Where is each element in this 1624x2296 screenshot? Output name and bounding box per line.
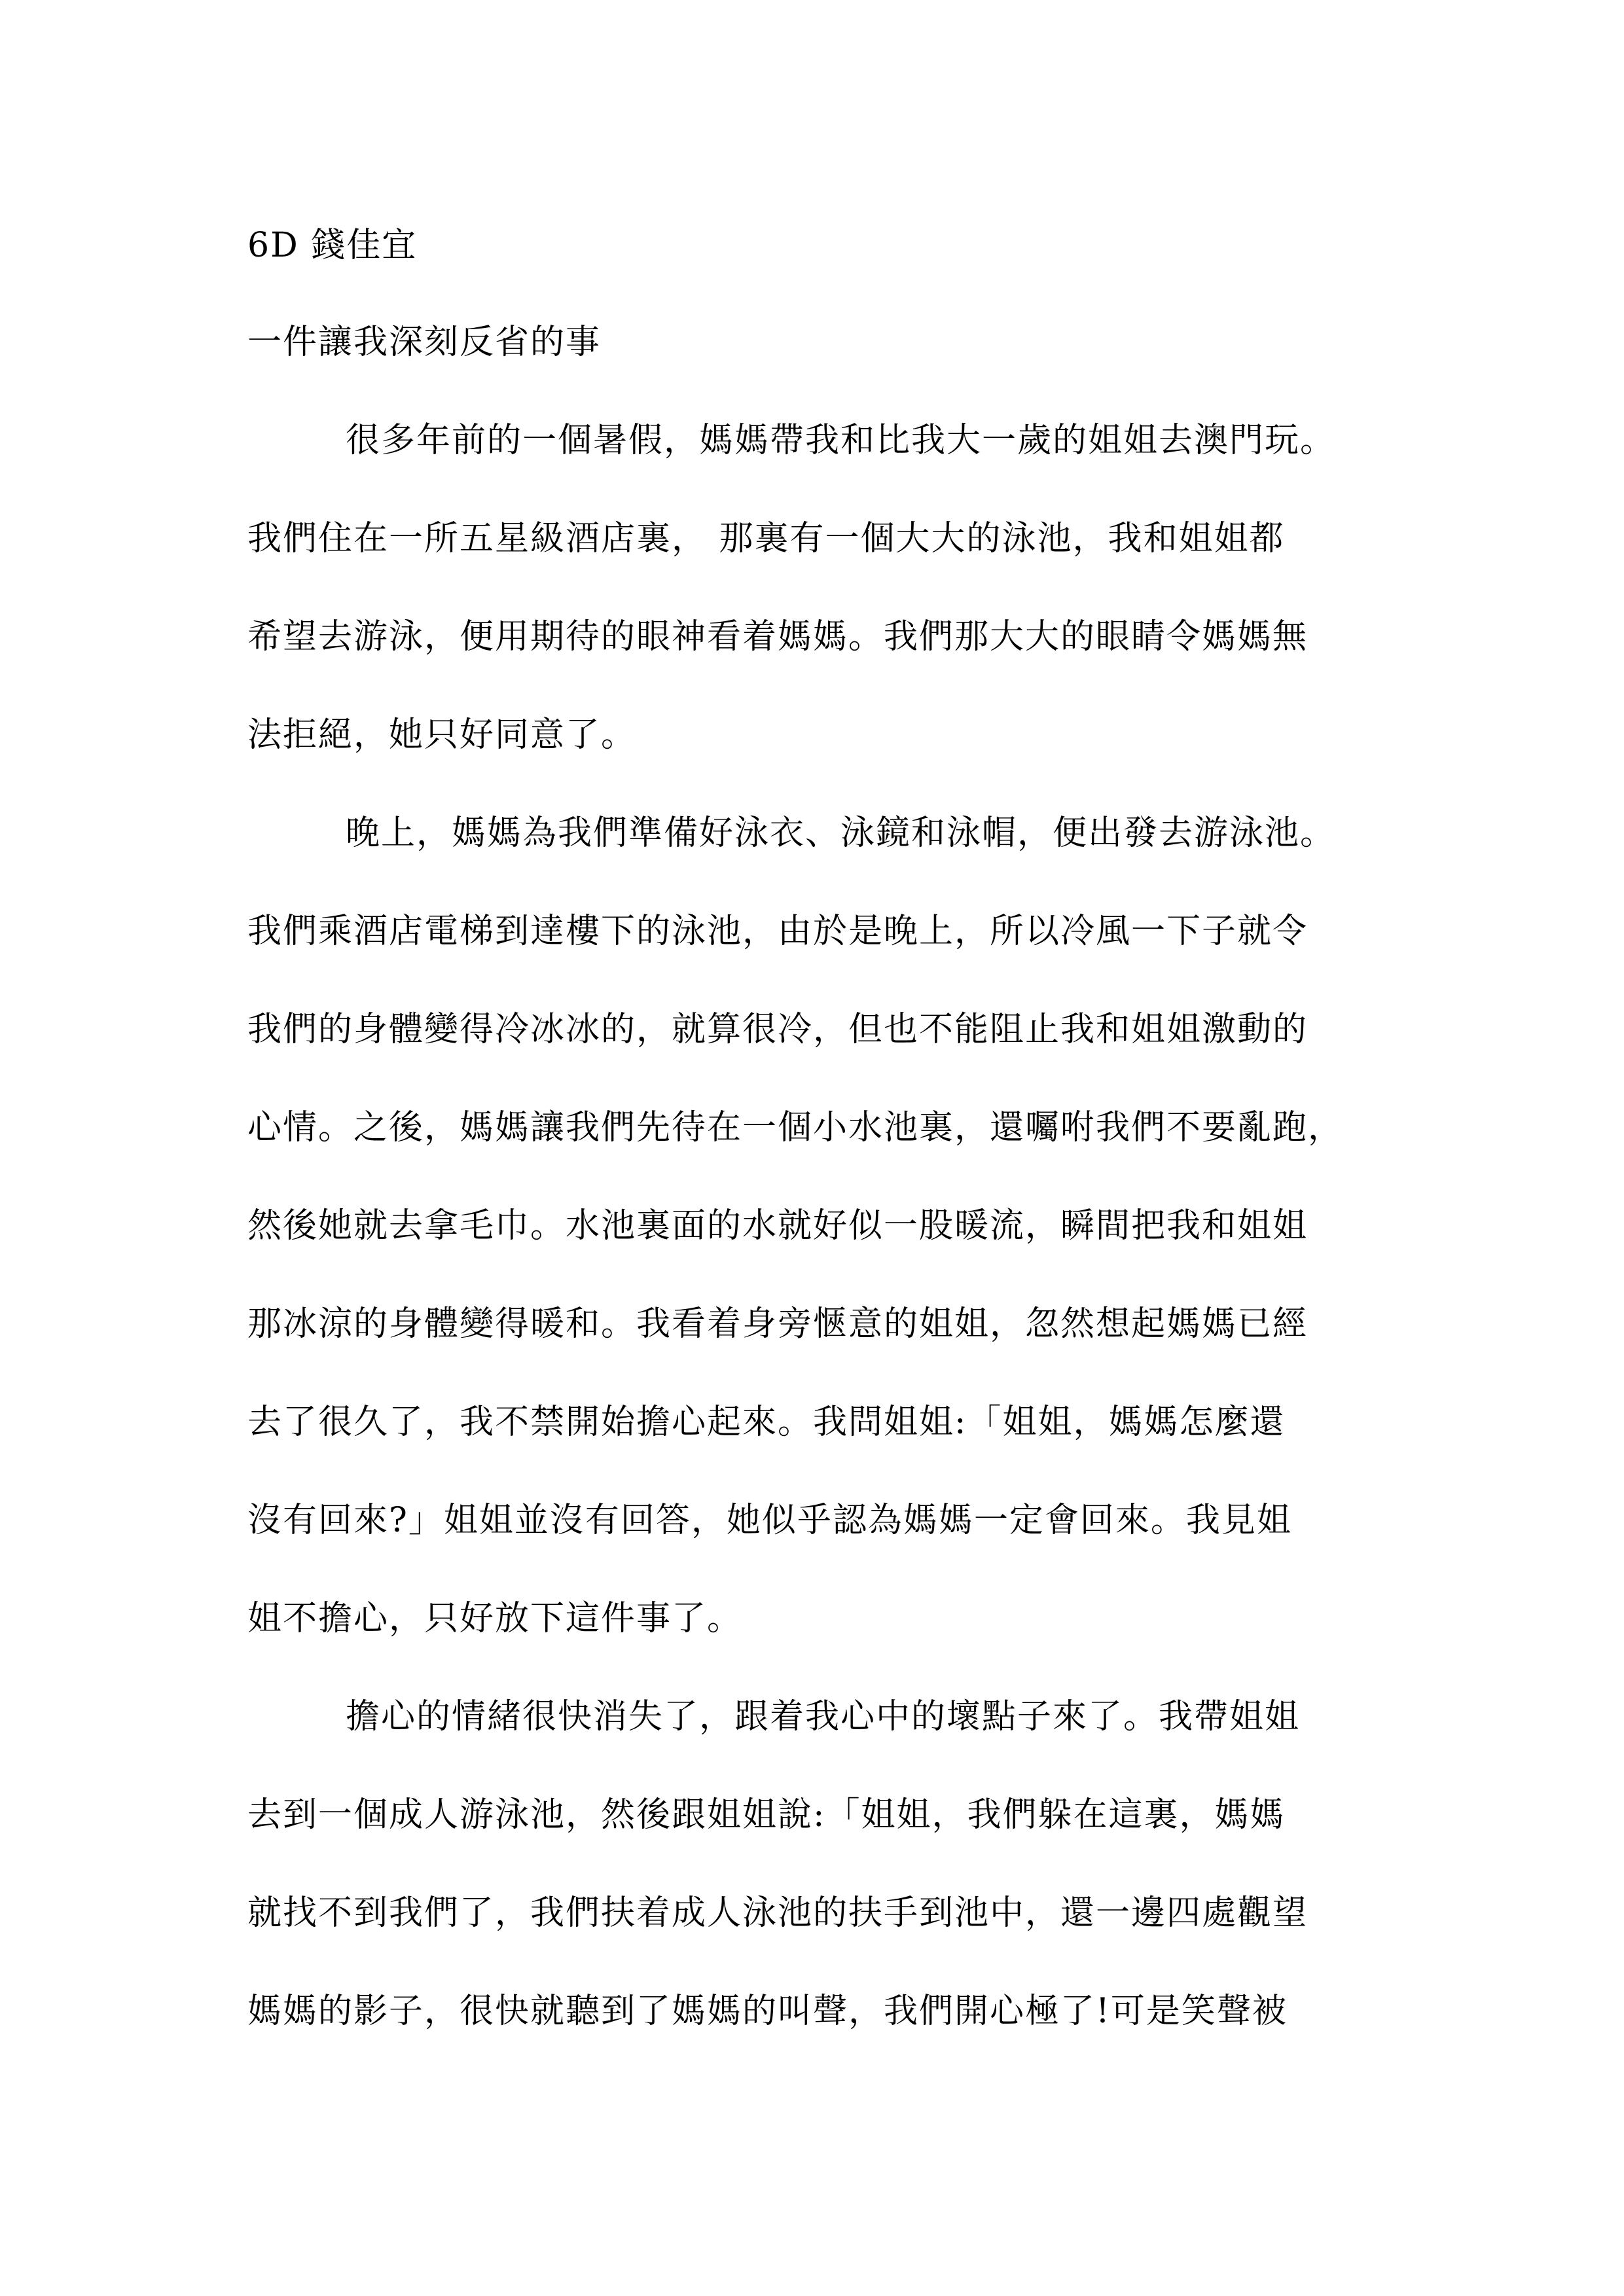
paragraph-line: 我們住在一所五星級酒店裏， 那裏有一個大大的泳池，我和姐姐都 [247,519,1285,558]
paragraph-line: 心情。之後，媽媽讓我們先待在一個小水池裏，還囑咐我們不要亂跑， [247,1108,1344,1147]
paragraph-line: 法拒絕，她只好同意了。 [247,715,637,755]
paragraph-line: 媽媽的影子，很快就聽到了媽媽的叫聲，我們開心極了!可是笑聲被 [247,1992,1288,2031]
paragraph-line: 去到一個成人游泳池，然後跟姐姐說:「姐姐，我們躲在這裏，媽媽 [247,1795,1286,1835]
essay-title: 一件讓我深刻反省的事 [247,323,602,362]
paragraph-line: 然後她就去拿毛巾。水池裏面的水就好似一股暖流，瞬間把我和姐姐 [247,1206,1308,1246]
paragraph-line: 我們的身體變得冷冰冰的，就算很冷，但也不能阻止我和姐姐激動的 [247,1010,1308,1049]
paragraph-line: 我們乘酒店電梯到達樓下的泳池，由於是晚上，所以冷風一下子就令 [247,912,1308,951]
paragraph-line: 就找不到我們了，我們扶着成人泳池的扶手到池中，還一邊四處觀望 [247,1893,1308,1933]
paragraph-line: 姐不擔心，只好放下這件事了。 [247,1599,743,1638]
paragraph-line: 晚上，媽媽為我們準備好泳衣、泳鏡和泳帽，便出發去游泳池。 [346,814,1336,853]
paragraph-line: 那冰涼的身體變得暖和。我看着身旁愜意的姐姐，忽然想起媽媽已經 [247,1304,1308,1344]
paragraph-line: 沒有回來?」姐姐並沒有回答，她似乎認為媽媽一定會回來。我見姐 [247,1501,1292,1540]
paragraph-line: 希望去游泳，便用期待的眼神看着媽媽。我們那大大的眼睛令媽媽無 [247,617,1308,656]
paragraph-line: 很多年前的一個暑假，媽媽帶我和比我大一歲的姐姐去澳門玩。 [346,421,1336,460]
paragraph-line: 擔心的情緒很快消失了，跟着我心中的壞點子來了。我帶姐姐 [346,1697,1301,1736]
paragraph-line: 去了很久了，我不禁開始擔心起來。我問姐姐:「姐姐，媽媽怎麼還 [247,1403,1286,1442]
author-line: 6D 錢佳宜 [247,226,418,265]
